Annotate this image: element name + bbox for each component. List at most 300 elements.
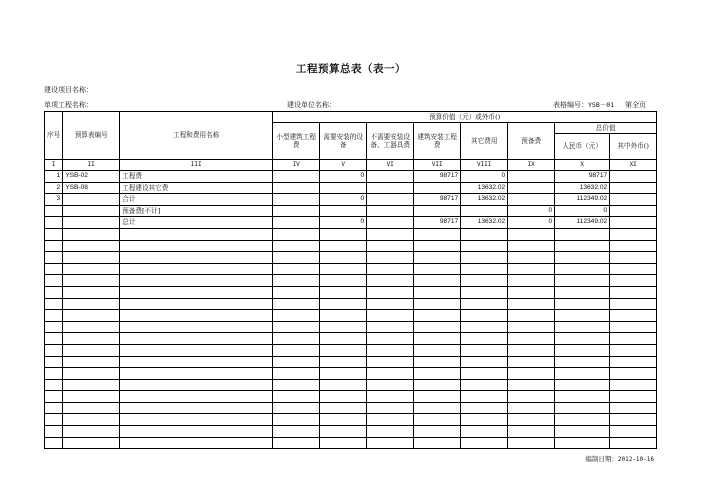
table-cell: 112349.02 bbox=[555, 217, 610, 229]
table-cell bbox=[45, 275, 63, 287]
table-cell bbox=[120, 414, 273, 426]
table-cell bbox=[461, 402, 508, 414]
table-cell bbox=[367, 298, 414, 310]
table-cell bbox=[320, 356, 367, 368]
table-cell: 98717 bbox=[555, 171, 610, 183]
table-cell bbox=[461, 356, 508, 368]
table-row bbox=[45, 252, 657, 264]
table-cell bbox=[508, 275, 555, 287]
table-cell: 98717 bbox=[414, 217, 461, 229]
table-cell bbox=[555, 310, 610, 322]
table-row bbox=[45, 379, 657, 391]
table-cell bbox=[414, 356, 461, 368]
table-cell bbox=[120, 240, 273, 252]
table-cell: 0 bbox=[508, 217, 555, 229]
table-cell bbox=[461, 298, 508, 310]
table-cell bbox=[45, 356, 63, 368]
table-cell bbox=[555, 437, 610, 449]
table-cell bbox=[63, 321, 120, 333]
table-cell bbox=[610, 217, 657, 229]
table-cell bbox=[610, 344, 657, 356]
table-cell bbox=[273, 240, 320, 252]
table-cell bbox=[508, 402, 555, 414]
table-row bbox=[45, 194, 657, 206]
table-cell bbox=[63, 437, 120, 449]
table-cell bbox=[273, 252, 320, 264]
roman-cell: VI bbox=[367, 160, 414, 171]
table-cell bbox=[414, 333, 461, 345]
table-cell bbox=[508, 414, 555, 426]
table-cell bbox=[461, 240, 508, 252]
table-row bbox=[45, 368, 657, 380]
table-row bbox=[45, 240, 657, 252]
header-code: 预算表编号 bbox=[63, 112, 120, 160]
roman-cell: IV bbox=[273, 160, 320, 171]
table-row bbox=[45, 310, 657, 322]
table-cell bbox=[414, 368, 461, 380]
table-cell bbox=[320, 205, 367, 217]
page-label: 第全页 bbox=[625, 101, 646, 109]
table-cell bbox=[508, 356, 555, 368]
table-cell bbox=[414, 205, 461, 217]
table-cell bbox=[63, 228, 120, 240]
table-cell bbox=[610, 171, 657, 183]
table-row bbox=[45, 414, 657, 426]
table-cell: 预备费[不计] bbox=[120, 205, 273, 217]
table-cell bbox=[63, 275, 120, 287]
footer-date-label: 编制日期： bbox=[585, 455, 618, 463]
table-cell bbox=[367, 356, 414, 368]
table-cell bbox=[45, 344, 63, 356]
table-cell bbox=[273, 402, 320, 414]
table-row bbox=[45, 298, 657, 310]
table-cell bbox=[461, 344, 508, 356]
table-cell bbox=[120, 263, 273, 275]
roman-cell: VII bbox=[414, 160, 461, 171]
table-cell bbox=[555, 379, 610, 391]
table-cell bbox=[610, 298, 657, 310]
table-cell bbox=[120, 228, 273, 240]
table-cell bbox=[45, 240, 63, 252]
table-cell bbox=[120, 391, 273, 403]
table-cell bbox=[120, 333, 273, 345]
table-cell bbox=[273, 379, 320, 391]
table-cell: 3 bbox=[45, 194, 63, 206]
table-cell bbox=[610, 275, 657, 287]
table-cell bbox=[273, 205, 320, 217]
table-cell bbox=[367, 228, 414, 240]
table-cell bbox=[414, 414, 461, 426]
table-cell bbox=[508, 182, 555, 194]
table-cell bbox=[555, 344, 610, 356]
table-cell bbox=[63, 402, 120, 414]
table-cell bbox=[45, 414, 63, 426]
table-cell bbox=[461, 368, 508, 380]
table-cell bbox=[273, 437, 320, 449]
table-cell bbox=[63, 310, 120, 322]
table-cell bbox=[120, 286, 273, 298]
table-cell bbox=[461, 414, 508, 426]
table-cell bbox=[45, 333, 63, 345]
form-number-value: YSB－01 bbox=[588, 101, 615, 109]
table-cell bbox=[367, 240, 414, 252]
table-cell bbox=[461, 391, 508, 403]
header-foreign: 其中外币() bbox=[610, 134, 657, 160]
table-row bbox=[45, 171, 657, 183]
table-cell bbox=[414, 437, 461, 449]
table-cell bbox=[45, 286, 63, 298]
table-cell bbox=[45, 379, 63, 391]
table-cell: YSB-08 bbox=[63, 182, 120, 194]
table-row bbox=[45, 263, 657, 275]
table-cell bbox=[367, 275, 414, 287]
table-row bbox=[45, 344, 657, 356]
table-cell bbox=[508, 321, 555, 333]
table-cell bbox=[63, 298, 120, 310]
roman-cell: VIII bbox=[461, 160, 508, 171]
table-cell bbox=[555, 228, 610, 240]
table-cell: 0 bbox=[508, 205, 555, 217]
table-cell bbox=[508, 391, 555, 403]
table-cell bbox=[45, 391, 63, 403]
table-cell bbox=[273, 333, 320, 345]
form-number-label: 表格编号： bbox=[553, 101, 588, 109]
table-cell bbox=[610, 333, 657, 345]
header-value-group: 预算价值（元）或外币() bbox=[273, 112, 657, 123]
table-cell bbox=[367, 437, 414, 449]
table-cell bbox=[555, 426, 610, 438]
table-cell bbox=[610, 194, 657, 206]
table-cell bbox=[320, 252, 367, 264]
table-cell bbox=[610, 414, 657, 426]
table-cell bbox=[320, 298, 367, 310]
table-cell: 0 bbox=[320, 194, 367, 206]
table-cell bbox=[367, 252, 414, 264]
unit-project-label: 单项工程名称： bbox=[44, 101, 93, 109]
table-cell bbox=[461, 228, 508, 240]
table-cell bbox=[63, 426, 120, 438]
table-cell bbox=[461, 321, 508, 333]
table-cell bbox=[367, 402, 414, 414]
table-cell bbox=[63, 368, 120, 380]
table-cell bbox=[120, 379, 273, 391]
table-cell bbox=[273, 298, 320, 310]
table-cell bbox=[63, 414, 120, 426]
table-cell: 2 bbox=[45, 182, 63, 194]
table-cell bbox=[508, 171, 555, 183]
table-cell bbox=[320, 402, 367, 414]
header-rmb: 人民币（元） bbox=[555, 134, 610, 160]
table-cell bbox=[367, 414, 414, 426]
table-cell bbox=[320, 240, 367, 252]
roman-cell: IX bbox=[508, 160, 555, 171]
table-cell: 0 bbox=[461, 171, 508, 183]
table-cell bbox=[120, 321, 273, 333]
roman-numeral-row bbox=[45, 160, 657, 171]
table-row bbox=[45, 275, 657, 287]
table-cell bbox=[610, 437, 657, 449]
table-cell bbox=[461, 426, 508, 438]
table-cell bbox=[63, 286, 120, 298]
table-row bbox=[45, 321, 657, 333]
table-cell bbox=[45, 310, 63, 322]
table-cell bbox=[367, 333, 414, 345]
table-cell bbox=[63, 333, 120, 345]
table-cell bbox=[461, 263, 508, 275]
table-cell bbox=[45, 228, 63, 240]
table-cell bbox=[120, 344, 273, 356]
table-cell bbox=[461, 252, 508, 264]
table-cell bbox=[610, 391, 657, 403]
table-cell bbox=[63, 252, 120, 264]
form-number bbox=[553, 100, 614, 110]
table-cell bbox=[414, 286, 461, 298]
table-cell bbox=[273, 228, 320, 240]
table-cell bbox=[63, 344, 120, 356]
table-cell bbox=[273, 275, 320, 287]
table-cell bbox=[120, 426, 273, 438]
roman-cell: X bbox=[555, 160, 610, 171]
table-row bbox=[45, 437, 657, 449]
table-cell bbox=[610, 379, 657, 391]
table-cell bbox=[45, 217, 63, 229]
table-cell bbox=[555, 391, 610, 403]
table-cell bbox=[273, 356, 320, 368]
table-cell bbox=[320, 321, 367, 333]
table-cell bbox=[508, 240, 555, 252]
table-cell bbox=[508, 252, 555, 264]
table-cell bbox=[367, 426, 414, 438]
table-cell bbox=[555, 321, 610, 333]
table-row bbox=[45, 205, 657, 217]
table-row bbox=[45, 228, 657, 240]
roman-cell: III bbox=[120, 160, 273, 171]
table-cell bbox=[367, 310, 414, 322]
table-cell bbox=[414, 263, 461, 275]
table-cell bbox=[610, 182, 657, 194]
table-cell bbox=[414, 344, 461, 356]
table-cell bbox=[63, 379, 120, 391]
table-cell bbox=[461, 379, 508, 391]
table-cell bbox=[320, 391, 367, 403]
table-cell bbox=[120, 356, 273, 368]
table-cell: 98717 bbox=[414, 171, 461, 183]
table-cell bbox=[273, 321, 320, 333]
table-cell: 98717 bbox=[414, 194, 461, 206]
table-cell bbox=[320, 286, 367, 298]
table-cell bbox=[367, 321, 414, 333]
table-cell bbox=[610, 263, 657, 275]
table-cell bbox=[555, 414, 610, 426]
table-cell bbox=[63, 194, 120, 206]
budget-table bbox=[44, 111, 657, 449]
table-cell: YSB-02 bbox=[63, 171, 120, 183]
table-cell bbox=[610, 286, 657, 298]
project-name-label: 建设项目名称： bbox=[44, 86, 93, 94]
table-cell: 13632.02 bbox=[461, 182, 508, 194]
table-cell bbox=[555, 333, 610, 345]
table-cell bbox=[461, 437, 508, 449]
table-cell bbox=[414, 321, 461, 333]
table-cell bbox=[610, 310, 657, 322]
table-cell bbox=[367, 194, 414, 206]
table-cell: 0 bbox=[320, 171, 367, 183]
table-cell bbox=[45, 252, 63, 264]
table-cell bbox=[414, 252, 461, 264]
table-cell bbox=[320, 414, 367, 426]
table-cell bbox=[63, 356, 120, 368]
table-cell bbox=[610, 240, 657, 252]
table-cell bbox=[273, 182, 320, 194]
table-row bbox=[45, 333, 657, 345]
table-row bbox=[45, 182, 657, 194]
header-seq: 序号 bbox=[45, 112, 63, 160]
table-cell: 0 bbox=[555, 205, 610, 217]
table-cell: 1 bbox=[45, 171, 63, 183]
table-row bbox=[45, 402, 657, 414]
table-cell: 工程费 bbox=[120, 171, 273, 183]
table-cell bbox=[367, 182, 414, 194]
table-cell bbox=[273, 414, 320, 426]
table-row bbox=[45, 426, 657, 438]
table-cell bbox=[367, 217, 414, 229]
builder-label: 建设单位名称： bbox=[287, 101, 336, 109]
table-cell bbox=[508, 426, 555, 438]
table-cell bbox=[367, 263, 414, 275]
table-cell bbox=[45, 437, 63, 449]
table-cell bbox=[555, 286, 610, 298]
table-cell: 工程建设其它费 bbox=[120, 182, 273, 194]
table-cell bbox=[320, 228, 367, 240]
table-cell bbox=[367, 391, 414, 403]
table-cell bbox=[610, 426, 657, 438]
table-cell bbox=[461, 310, 508, 322]
header-reserve: 预备费 bbox=[508, 123, 555, 160]
table-cell bbox=[273, 263, 320, 275]
table-cell bbox=[414, 298, 461, 310]
table-cell bbox=[610, 402, 657, 414]
table-cell bbox=[508, 310, 555, 322]
table-cell bbox=[508, 437, 555, 449]
table-cell bbox=[320, 263, 367, 275]
table-cell bbox=[508, 228, 555, 240]
table-cell bbox=[508, 286, 555, 298]
roman-cell: I bbox=[45, 160, 63, 171]
table-cell bbox=[45, 402, 63, 414]
roman-cell: II bbox=[63, 160, 120, 171]
table-cell bbox=[63, 240, 120, 252]
table-cell bbox=[273, 171, 320, 183]
table-cell: 总计 bbox=[120, 217, 273, 229]
table-cell bbox=[610, 205, 657, 217]
table-cell bbox=[320, 333, 367, 345]
footer-date-value: 2012-10-16 bbox=[617, 456, 654, 463]
table-cell bbox=[45, 426, 63, 438]
table-cell bbox=[63, 205, 120, 217]
table-cell bbox=[120, 437, 273, 449]
table-cell bbox=[320, 368, 367, 380]
table-cell bbox=[320, 182, 367, 194]
table-cell bbox=[273, 426, 320, 438]
table-cell bbox=[273, 217, 320, 229]
table-cell bbox=[555, 252, 610, 264]
table-row bbox=[45, 217, 657, 229]
table-cell bbox=[273, 310, 320, 322]
table-cell bbox=[555, 356, 610, 368]
table-cell bbox=[45, 263, 63, 275]
table-cell: 合计 bbox=[120, 194, 273, 206]
table-cell: 13632.02 bbox=[461, 194, 508, 206]
table-cell bbox=[120, 252, 273, 264]
table-row bbox=[45, 391, 657, 403]
table-cell bbox=[461, 275, 508, 287]
table-cell bbox=[508, 194, 555, 206]
header-name: 工程和费用名称 bbox=[120, 112, 273, 160]
table-cell bbox=[273, 368, 320, 380]
table-cell bbox=[320, 379, 367, 391]
table-cell bbox=[414, 228, 461, 240]
table-cell: 13632.02 bbox=[555, 182, 610, 194]
table-cell bbox=[320, 437, 367, 449]
table-cell bbox=[508, 263, 555, 275]
table-cell bbox=[610, 321, 657, 333]
table-cell bbox=[414, 182, 461, 194]
table-cell bbox=[367, 286, 414, 298]
table-cell bbox=[414, 275, 461, 287]
table-cell bbox=[367, 171, 414, 183]
table-cell bbox=[508, 368, 555, 380]
table-cell bbox=[414, 310, 461, 322]
table-cell bbox=[63, 263, 120, 275]
table-cell bbox=[414, 402, 461, 414]
header-total-group: 总价值 bbox=[555, 123, 657, 134]
table-cell: 112349.02 bbox=[555, 194, 610, 206]
table-cell bbox=[555, 263, 610, 275]
table-cell bbox=[120, 310, 273, 322]
table-cell bbox=[45, 205, 63, 217]
page-title: 工程预算总表（表一） bbox=[296, 63, 406, 75]
table-cell bbox=[555, 402, 610, 414]
table-cell bbox=[610, 252, 657, 264]
roman-cell: XI bbox=[610, 160, 657, 171]
table-cell bbox=[120, 275, 273, 287]
table-cell bbox=[414, 379, 461, 391]
table-row bbox=[45, 286, 657, 298]
table-cell bbox=[367, 368, 414, 380]
table-cell bbox=[273, 344, 320, 356]
table-cell bbox=[461, 286, 508, 298]
table-cell bbox=[555, 275, 610, 287]
table-cell bbox=[320, 275, 367, 287]
footer-date bbox=[0, 454, 654, 463]
header-small-build: 小型建筑工程费 bbox=[273, 123, 320, 160]
table-cell bbox=[555, 368, 610, 380]
table-cell bbox=[461, 205, 508, 217]
table-cell bbox=[45, 321, 63, 333]
table-cell bbox=[273, 391, 320, 403]
table-cell bbox=[120, 402, 273, 414]
table-cell: 0 bbox=[320, 217, 367, 229]
table-cell bbox=[508, 344, 555, 356]
table-cell bbox=[610, 356, 657, 368]
table-cell bbox=[610, 228, 657, 240]
table-cell bbox=[45, 368, 63, 380]
table-cell bbox=[120, 368, 273, 380]
table-cell bbox=[273, 286, 320, 298]
header-build-install: 建筑安装工程费 bbox=[414, 123, 461, 160]
table-cell bbox=[63, 391, 120, 403]
table-cell bbox=[555, 240, 610, 252]
